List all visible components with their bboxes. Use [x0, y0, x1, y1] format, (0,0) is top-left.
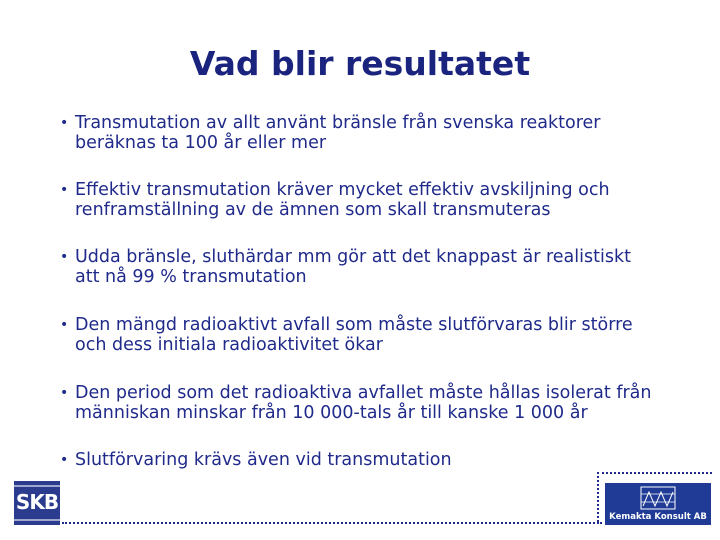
kemakta-logo — [605, 483, 711, 525]
bullet-item — [60, 247, 700, 287]
bullet-line: Slutförvaring krävs även vid transmutation — [75, 450, 452, 470]
skb-logo — [14, 481, 60, 525]
bullet-item — [60, 383, 700, 423]
bullet-line: Transmutation av allt använt bränsle från svenska reaktorer — [75, 113, 601, 133]
bullet-dot: • — [60, 452, 69, 468]
bullet-item — [60, 180, 700, 220]
bullet-line: Den period som det radioaktiva avfallet måste hållas isolerat från — [75, 383, 652, 403]
kemakta-logo-text: Kemakta Konsult AB — [609, 512, 707, 522]
bullet-line: och dess initiala radioaktivitet ökar — [75, 335, 383, 355]
bullet-dot: • — [60, 182, 69, 198]
bullet-line: att nå 99 % transmutation — [75, 267, 307, 287]
skb-logo-text: SKB — [15, 490, 59, 514]
footer-dotted-line — [62, 522, 602, 524]
bullet-item — [60, 113, 700, 153]
bullet-dot: • — [60, 115, 69, 131]
slide-title: Vad blir resultatet — [189, 44, 531, 83]
bullet-dot: • — [60, 317, 69, 333]
kemakta-mark-icon — [640, 486, 676, 510]
bullet-item — [60, 315, 700, 355]
bullet-line: renframställning av de ämnen som skall transmuteras — [75, 200, 551, 220]
bullet-dot: • — [60, 249, 69, 265]
bullet-dot: • — [60, 385, 69, 401]
bullet-line: beräknas ta 100 år eller mer — [75, 133, 327, 153]
logo-stripe — [14, 485, 60, 487]
bullet-line: Udda bränsle, sluthärdar mm gör att det knappast är realistiskt — [75, 247, 631, 267]
bullet-line: Den mängd radioaktivt avfall som måste slutförvaras blir större — [75, 315, 633, 335]
bullet-line: Effektiv transmutation kräver mycket effektiv avskiljning och — [75, 180, 610, 200]
bullet-item — [60, 450, 700, 470]
logo-stripe — [14, 519, 60, 521]
bullet-line: människan minskar från 10 000-tals år till kanske 1 000 år — [75, 403, 588, 423]
footer-dotted-divider — [597, 472, 599, 522]
footer-dotted-top — [597, 472, 712, 474]
